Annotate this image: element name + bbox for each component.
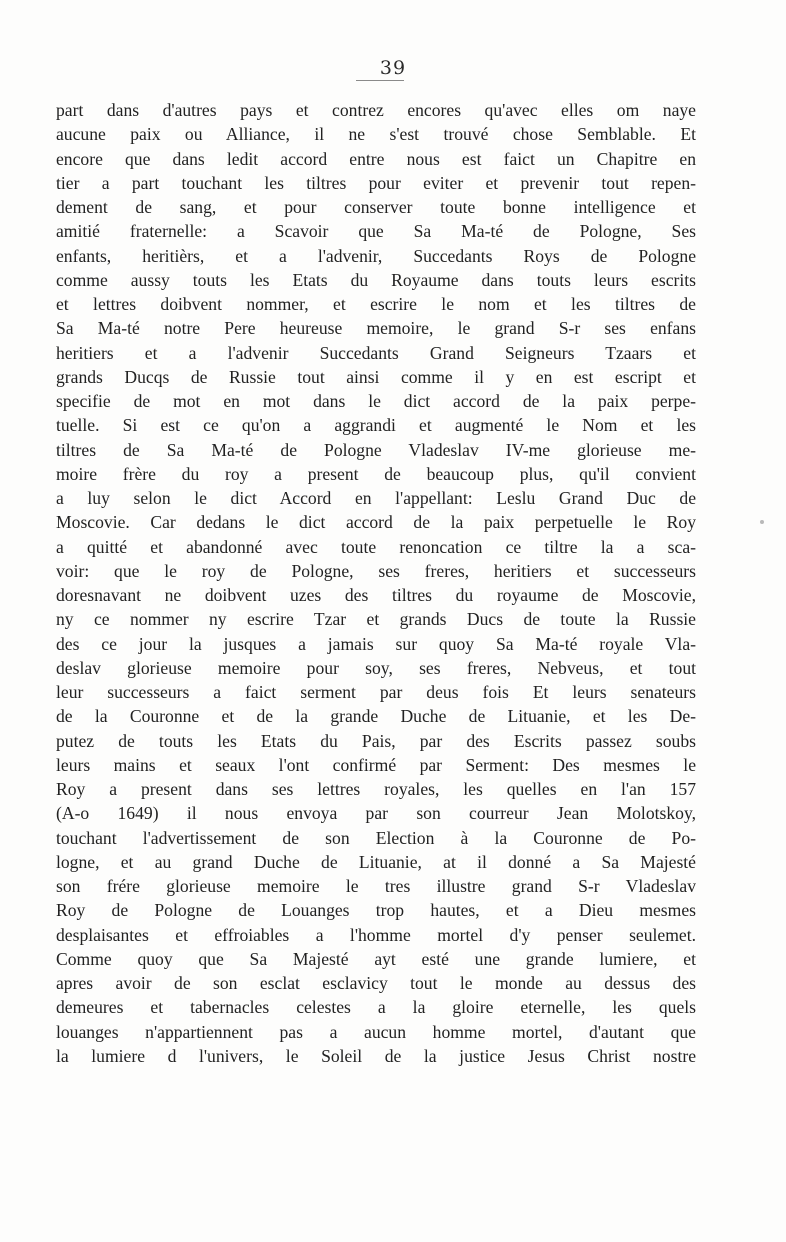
- text-line: tiltres de Sa Ma-té de Pologne Vladeslav IV-me glorieuse me-: [56, 439, 696, 460]
- text-line: specifie de mot en mot dans le dict accord de la paix perpe-: [56, 391, 696, 411]
- page-number: 39: [379, 57, 407, 79]
- text-line: des ce jour la jusques a jamais sur quoy Sa Ma-té royale Vla-: [56, 633, 696, 654]
- text-line: tuelle. Si est ce qu'on a aggrandi et augmenté le Nom et les: [56, 415, 696, 436]
- text-line: leurs mains et seaux l'ont confirmé par Serment: Des mesmes le: [56, 754, 696, 775]
- text-line: a luy selon le dict Accord en l'appellant: Leslu Grand Duc de: [56, 488, 696, 508]
- margin-speck: [760, 520, 764, 524]
- text-line: part dans d'autres pays et contrez encores qu'avec elles om naye: [56, 100, 696, 120]
- text-line: apres avoir de son esclat esclavicy tout le monde au dessus des: [56, 973, 696, 993]
- text-line: Comme quoy que Sa Majesté ayt esté une grande lumiere, et: [56, 948, 696, 969]
- text-line: ny ce nommer ny escrire Tzar et grands Ducs de toute la Russie: [56, 609, 696, 630]
- text-line: grands Ducqs de Russie tout ainsi comme il y en est escript et: [56, 366, 696, 387]
- text-line: heritiers et a l'advenir Succedants Grand Seigneurs Tzaars et: [56, 342, 696, 363]
- text-line: tier a part touchant les tiltres pour eviter et prevenir tout repen-: [56, 172, 696, 193]
- page-number-rule: [356, 80, 404, 81]
- body-text: [56, 98, 696, 1068]
- text-line: a quitté et abandonné avec toute renoncation ce tiltre la a sca-: [56, 536, 696, 557]
- text-line: moire frère du roy a present de beaucoup plus, qu'il convient: [56, 463, 696, 484]
- text-line: dement de sang, et pour conserver toute bonne intelligence et: [56, 197, 696, 217]
- text-line: comme aussy touts les Etats du Royaume dans touts leurs escrits: [56, 269, 696, 290]
- text-line: putez de touts les Etats du Pais, par des Escrits passez soubs: [56, 730, 696, 751]
- text-line: amitié fraternelle: a Scavoir que Sa Ma-té de Pologne, Ses: [56, 221, 696, 242]
- text-line: louanges n'appartiennent pas a aucun homme mortel, d'autant que: [56, 1021, 696, 1042]
- text-line: deslav glorieuse memoire pour soy, ses freres, Nebveus, et tout: [56, 657, 696, 678]
- text-line: demeures et tabernacles celestes a la gloire eternelle, les quels: [56, 997, 696, 1018]
- text-line: enfants, heritièrs, et a l'advenir, Succedants Roys de Pologne: [56, 245, 696, 266]
- text-line: touchant l'advertissement de son Election à la Couronne de Po-: [56, 827, 696, 848]
- text-line: Roy a present dans ses lettres royales, les quelles en l'an 157: [56, 779, 696, 799]
- text-line: Roy de Pologne de Louanges trop hautes, et a Dieu mesmes: [56, 900, 696, 921]
- text-line: la lumiere d l'univers, le Soleil de la justice Jesus Christ nostre: [56, 1045, 696, 1066]
- text-line: Sa Ma-té notre Pere heureuse memoire, le grand S-r ses enfans: [56, 318, 696, 339]
- text-line: voir: que le roy de Pologne, ses freres, heritiers et successeurs: [56, 560, 696, 581]
- text-line: desplaisantes et effroiables a l'homme mortel d'y penser seulemet.: [56, 924, 696, 945]
- text-line: son frére glorieuse memoire le tres illustre grand S-r Vladeslav: [56, 876, 696, 896]
- text-line: encore que dans ledit accord entre nous est faict un Chapitre en: [56, 148, 696, 169]
- text-line: (A-o 1649) il nous envoya par son courreur Jean Molotskoy,: [56, 803, 696, 824]
- text-line: aucune paix ou Alliance, il ne s'est trouvé chose Semblable. Et: [56, 124, 696, 145]
- text-line: doresnavant ne doibvent uzes des tiltres du royaume de Moscovie,: [56, 585, 696, 605]
- text-line: Moscovie. Car dedans le dict accord de la paix perpetuelle le Roy: [56, 512, 696, 533]
- text-line: de la Couronne et de la grande Duche de Lituanie, et les De-: [56, 706, 696, 727]
- text-line: logne, et au grand Duche de Lituanie, at il donné a Sa Majesté: [56, 851, 696, 872]
- text-line: leur successeurs a faict serment par deus fois Et leurs senateurs: [56, 682, 696, 702]
- text-line: et lettres doibvent nommer, et escrire le nom et les tiltres de: [56, 294, 696, 314]
